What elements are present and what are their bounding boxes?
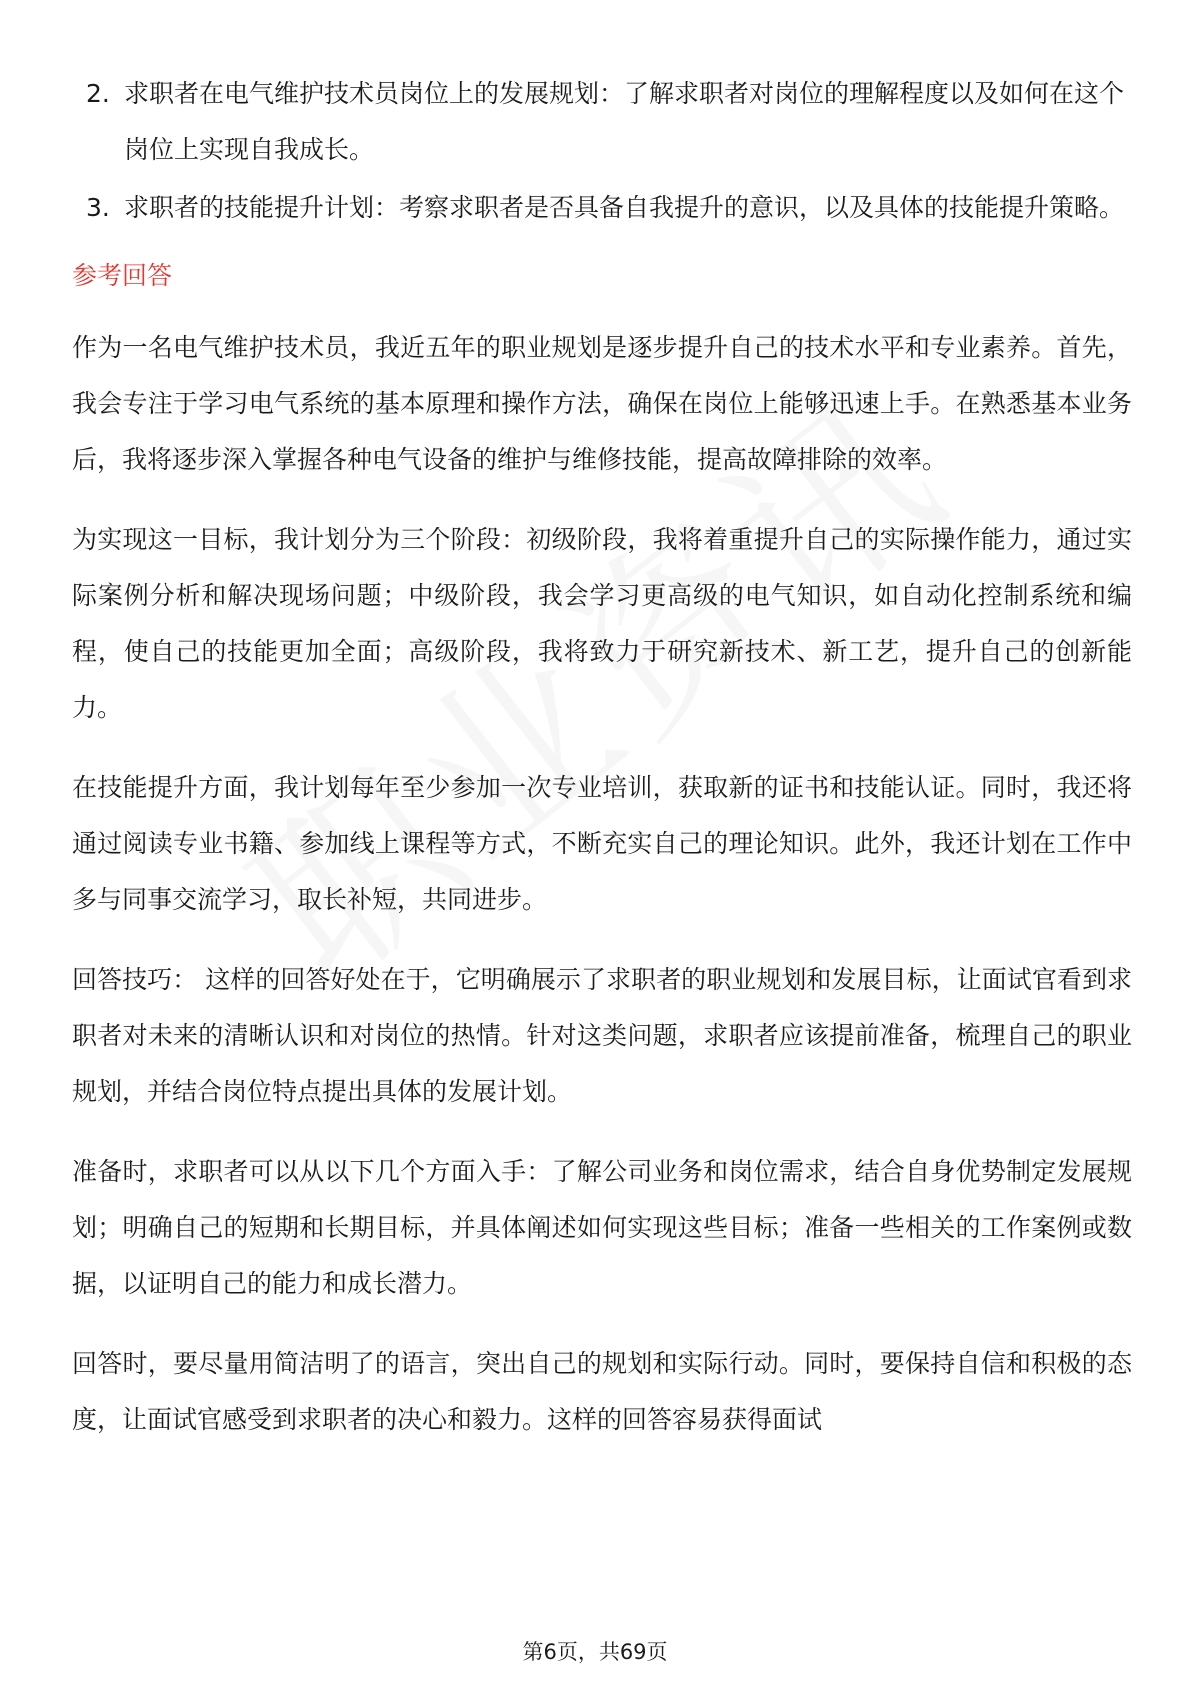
list-number: 2. <box>86 79 110 108</box>
section-heading: 参考回答 <box>72 261 173 290</box>
numbered-list <box>72 66 1132 236</box>
paragraph: 在技能提升方面，我计划每年至少参加一次专业培训，获取新的证书和技能认证。同时，我还将通过阅读专业书籍、参加线上课程等方式，不断充实自己的理论知识。此外，我还计划在工作中多与同事交流学习，取长补短，共同进步。 <box>72 773 1132 914</box>
page-content <box>72 66 1132 1472</box>
paragraph: 作为一名电气维护技术员，我近五年的职业规划是逐步提升自己的技术水平和专业素养。首先，我会专注于学习电气系统的基本原理和操作方法，确保在岗位上能够迅速上手。在熟悉基本业务后，我将逐步深入掌握各种电气设备的维护与维修技能，提高故障排除的效率。 <box>72 333 1132 474</box>
list-item <box>72 180 1132 236</box>
list-item-text: 求职者在电气维护技术员岗位上的发展规划：了解求职者对岗位的理解程度以及如何在这个岗位上实现自我成长。 <box>124 79 1125 164</box>
list-item <box>72 66 1132 178</box>
paragraph: 为实现这一目标，我计划分为三个阶段：初级阶段，我将着重提升自己的实际操作能力，通过实际案例分析和解决现场问题；中级阶段，我会学习更高级的电气知识，如自动化控制系统和编程，使自己的技能更加全面；高级阶段，我将致力于研究新技术、新工艺，提升自己的创新能力。 <box>72 525 1132 722</box>
paragraph: 回答时，要尽量用简洁明了的语言，突出自己的规划和实际行动。同时，要保持自信和积极的态度，让面试官感受到求职者的决心和毅力。这样的回答容易获得面试 <box>72 1349 1132 1434</box>
page-footer: 第6页，共69页 <box>522 1640 668 1664</box>
paragraph: 回答技巧： 这样的回答好处在于，它明确展示了求职者的职业规划和发展目标，让面试官看到求职者对未来的清晰认识和对岗位的热情。针对这类问题，求职者应该提前准备，梳理自己的职业规划，并结合岗位特点提出具体的发展计划。 <box>72 965 1132 1106</box>
list-item-text: 求职者的技能提升计划：考察求职者是否具备自我提升的意识，以及具体的技能提升策略。 <box>124 193 1125 222</box>
list-number: 3. <box>86 193 110 222</box>
paragraph: 准备时，求职者可以从以下几个方面入手：了解公司业务和岗位需求，结合自身优势制定发展规划；明确自己的短期和长期目标，并具体阐述如何实现这些目标；准备一些相关的工作案例或数据，以证明自己的能力和成长潜力。 <box>72 1157 1132 1298</box>
